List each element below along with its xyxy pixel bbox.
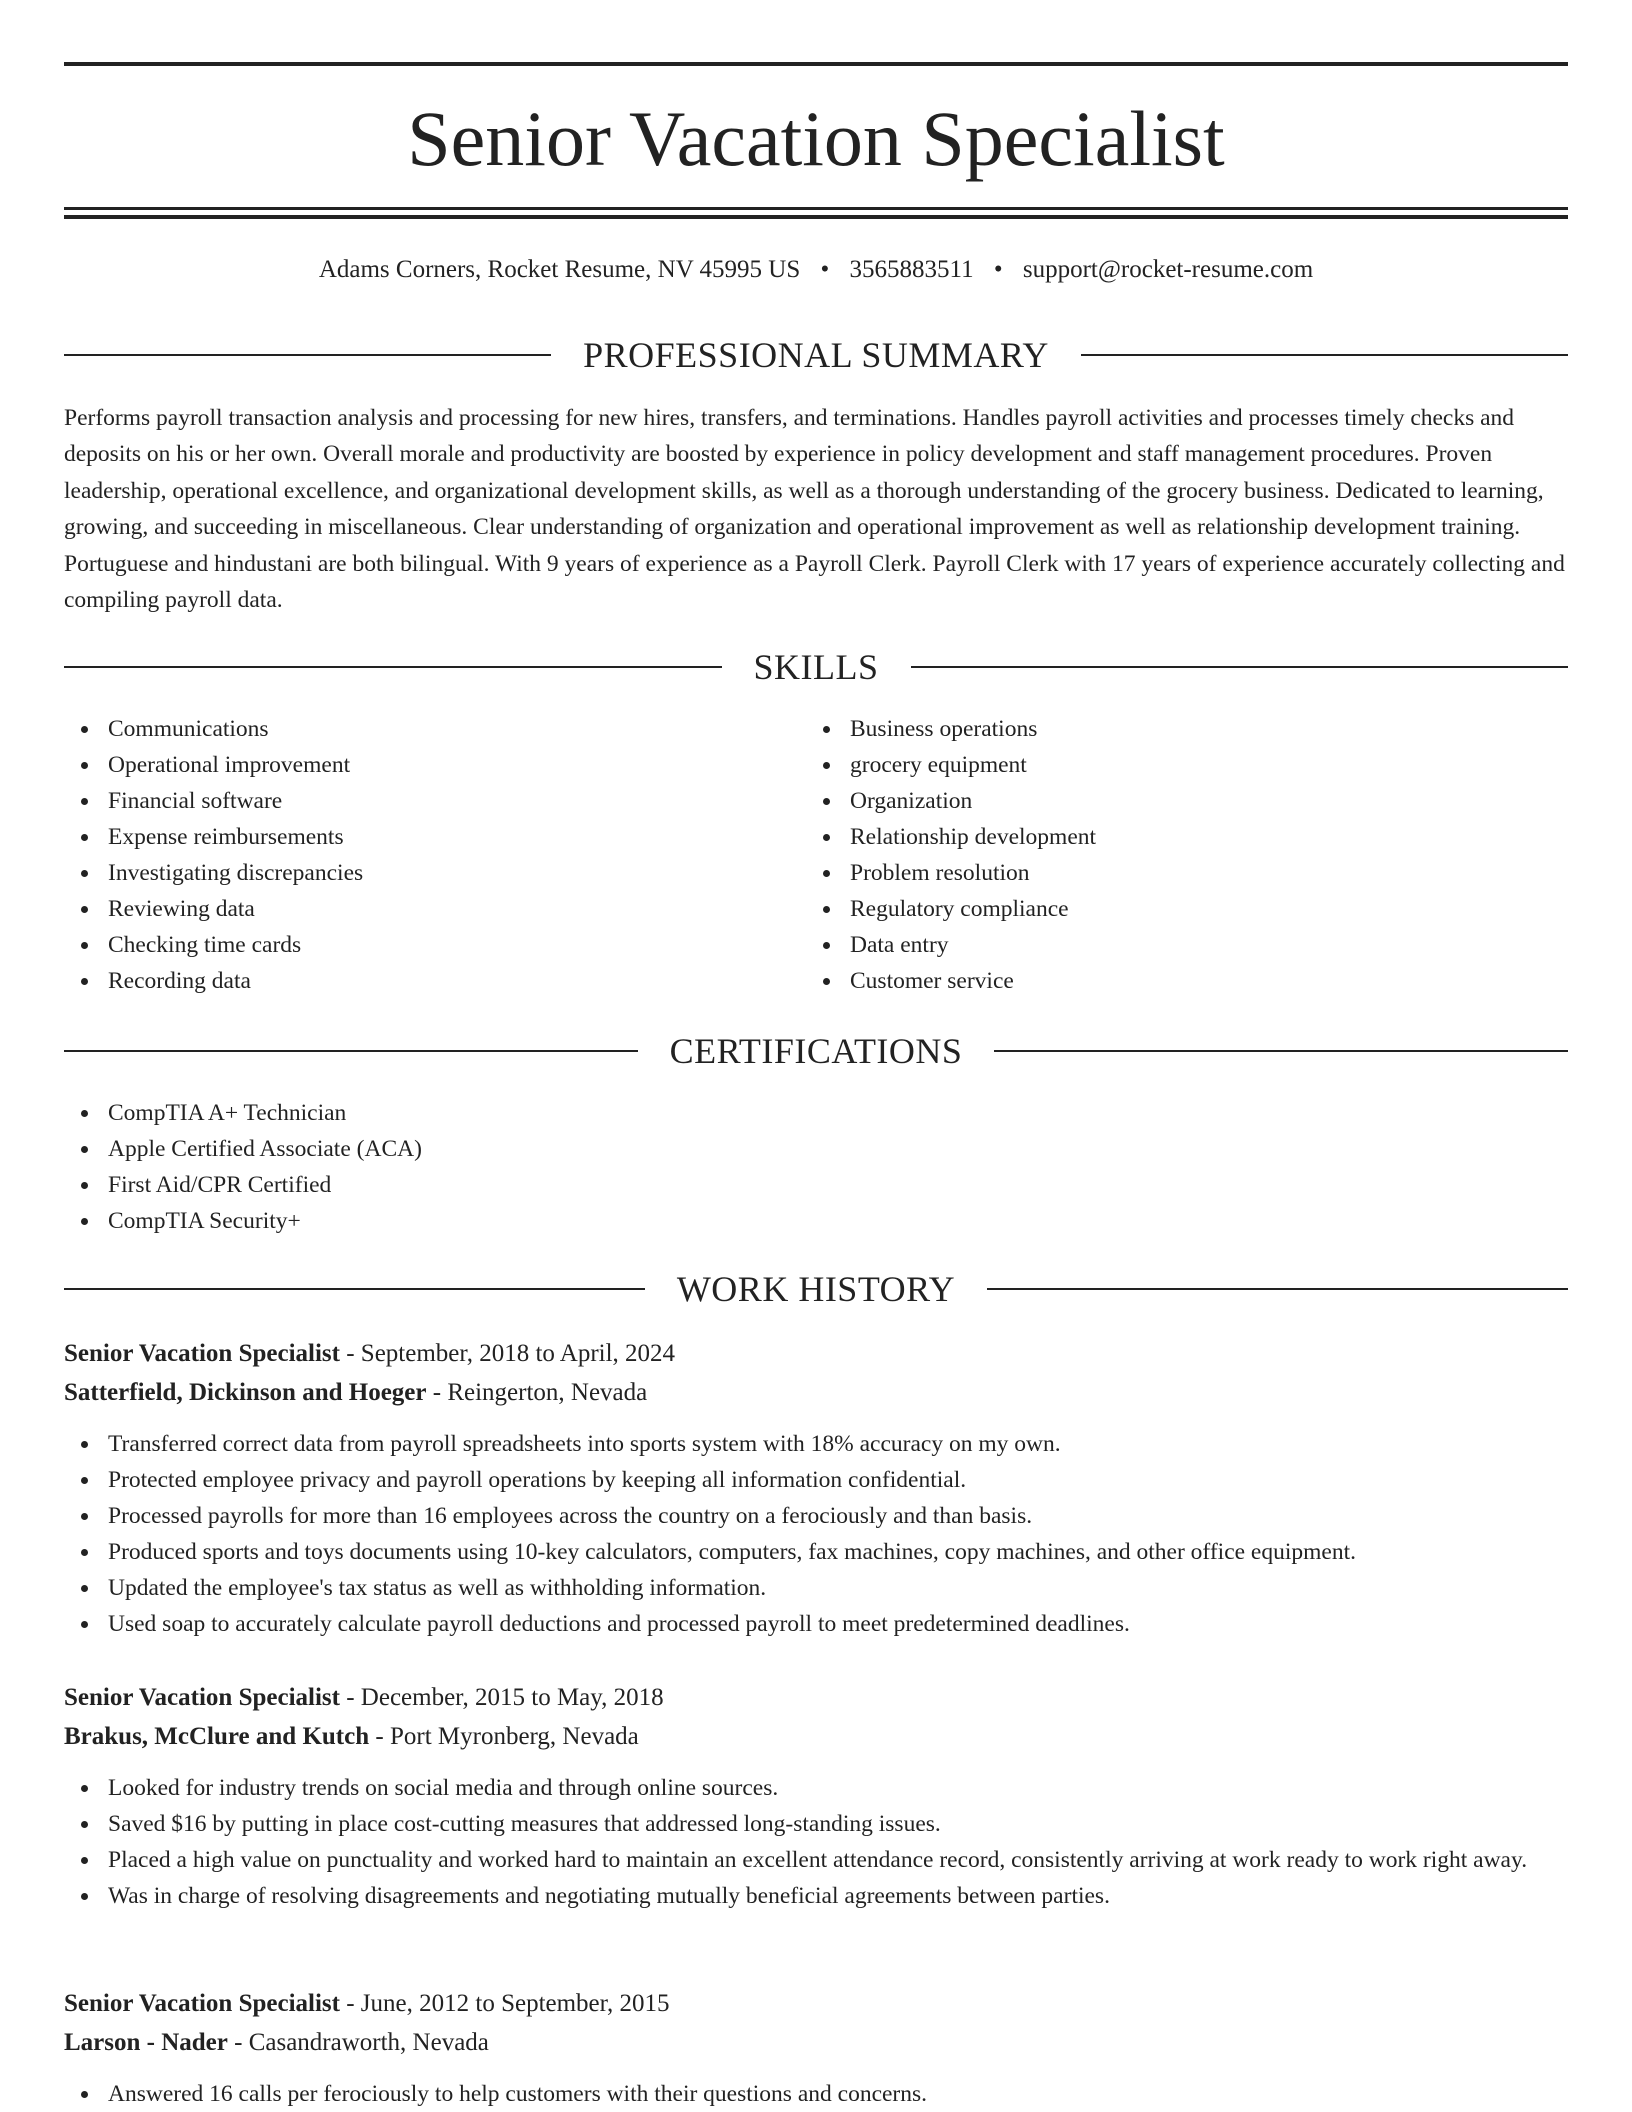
section-title-work-history: WORK HISTORY [676, 1269, 956, 1309]
page-title: Senior Vacation Specialist [407, 95, 1225, 182]
job-bullet: Updated the employee's tax status as well as withholding information. [64, 1570, 1568, 1606]
skill-item: Investigating discrepancies [64, 855, 764, 891]
header-top-rule [64, 62, 1568, 66]
contact-phone[interactable]: 3565883511 [849, 256, 974, 283]
certification-item: First Aid/CPR Certified [64, 1167, 1568, 1203]
job-dates: - June, 2012 to September, 2015 [339, 1990, 670, 2017]
job-bullets [64, 2076, 1568, 2112]
section-rule [64, 1288, 645, 1290]
job-company: Larson - Nader [64, 2029, 228, 2056]
job-entry [64, 1678, 1568, 1914]
job-bullet: Saved $16 by putting in place cost-cutting measures that addressed long-standing issues. [64, 1806, 1568, 1842]
skill-item: Data entry [806, 927, 1506, 963]
skill-item: Checking time cards [64, 927, 764, 963]
skill-item: Problem resolution [806, 855, 1506, 891]
job-company: Brakus, McClure and Kutch [64, 1723, 370, 1750]
contact-email[interactable]: support@rocket-resume.com [1022, 256, 1314, 283]
skill-item: Reviewing data [64, 891, 764, 927]
certification-item: CompTIA A+ Technician [64, 1095, 1568, 1131]
skill-item: Business operations [806, 711, 1506, 747]
section-heading-work-history [64, 1267, 1568, 1311]
skill-item: Expense reimbursements [64, 819, 764, 855]
header-bottom-rule-thick [64, 215, 1568, 219]
skill-item: Relationship development [806, 819, 1506, 855]
section-heading-certifications [64, 1029, 1568, 1073]
job-title: Senior Vacation Specialist [64, 1990, 340, 2017]
job-entry [64, 1984, 1568, 2112]
section-title-skills: SKILLS [753, 647, 879, 687]
job-location: - Reingerton, Nevada [426, 1379, 648, 1406]
job-title: Senior Vacation Specialist [64, 1340, 340, 1367]
contact-separator: • [820, 256, 830, 283]
skill-item: Regulatory compliance [806, 891, 1506, 927]
job-bullet: Answered 16 calls per ferociously to help customers with their questions and concerns. [64, 2076, 1568, 2112]
job-bullet: Used soap to accurately calculate payroll deductions and processed payroll to meet predetermined deadlines. [64, 1606, 1568, 1642]
job-entry [64, 1334, 1568, 1642]
skill-item: grocery equipment [806, 747, 1506, 783]
section-title-certifications: CERTIFICATIONS [669, 1031, 963, 1071]
contact-line [64, 253, 1568, 287]
job-company-line [64, 1373, 1568, 1412]
job-dates: - December, 2015 to May, 2018 [339, 1684, 664, 1711]
section-rule [64, 666, 722, 668]
section-heading-summary [64, 333, 1568, 377]
job-bullet: Transferred correct data from payroll spreadsheets into sports system with 18% accuracy on my own. [64, 1426, 1568, 1462]
certification-item: CompTIA Security+ [64, 1203, 1568, 1239]
contact-separator: • [993, 256, 1003, 283]
job-bullet: Looked for industry trends on social media and through online sources. [64, 1770, 1568, 1806]
section-heading-skills [64, 645, 1568, 689]
section-rule [994, 1050, 1568, 1052]
job-company-line [64, 1717, 1568, 1756]
section-title-summary: PROFESSIONAL SUMMARY [583, 335, 1049, 375]
skill-item: Recording data [64, 963, 764, 999]
job-location: - Port Myronberg, Nevada [369, 1723, 639, 1750]
job-bullet: Produced sports and toys documents using 10-key calculators, computers, fax machines, copy machines, and other office equipment. [64, 1534, 1568, 1570]
header-bottom-rule [64, 207, 1568, 210]
section-rule [64, 1050, 638, 1052]
job-bullets [64, 1770, 1568, 1914]
skill-item: Customer service [806, 963, 1506, 999]
job-title-line [64, 1984, 1568, 2023]
skills-list-right [806, 711, 1506, 999]
skill-item: Operational improvement [64, 747, 764, 783]
certifications-list [64, 1095, 1568, 1239]
skill-item: Financial software [64, 783, 764, 819]
summary-text: Performs payroll transaction analysis and processing for new hires, transfers, and terminations. Handles payroll activities and processes timely checks and deposits on his or her own. Overall morale and productivity are boosted by experience in policy development and staff management procedures. Proven leadership, operational excellence, and organizational development skills, as well as a thorough understanding of the grocery business. Dedicated to learning, growing, and succeeding in miscellaneous. Clear understanding of organization and operational improvement as well as relationship development training. Portuguese and hindustani are both bilingual. With 9 years of experience as a Payroll Clerk. Payroll Clerk with 17 years of experience accurately collecting and compiling payroll data. [64, 405, 1565, 614]
job-title: Senior Vacation Specialist [64, 1684, 340, 1711]
section-rule [987, 1288, 1568, 1290]
job-company: Satterfield, Dickinson and Hoeger [64, 1379, 427, 1406]
job-title-line [64, 1334, 1568, 1373]
job-bullets [64, 1426, 1568, 1642]
job-bullet: Was in charge of resolving disagreements and negotiating mutually beneficial agreements between parties. [64, 1878, 1568, 1914]
section-rule [1081, 354, 1568, 356]
skill-item: Organization [806, 783, 1506, 819]
section-rule [64, 354, 551, 356]
certification-item: Apple Certified Associate (ACA) [64, 1131, 1568, 1167]
section-rule [911, 666, 1569, 668]
job-location: - Casandraworth, Nevada [227, 2029, 489, 2056]
job-company-line [64, 2023, 1568, 2062]
job-bullet: Protected employee privacy and payroll operations by keeping all information confidential. [64, 1462, 1568, 1498]
job-title-line [64, 1678, 1568, 1717]
job-bullet: Placed a high value on punctuality and worked hard to maintain an excellent attendance record, consistently arriving at work ready to work right away. [64, 1842, 1568, 1878]
skill-item: Communications [64, 711, 764, 747]
skills-list-left [64, 711, 764, 999]
job-bullet: Processed payrolls for more than 16 employees across the country on a ferociously and than basis. [64, 1498, 1568, 1534]
job-dates: - September, 2018 to April, 2024 [339, 1340, 676, 1367]
contact-address: Adams Corners, Rocket Resume, NV 45995 US [318, 256, 801, 283]
